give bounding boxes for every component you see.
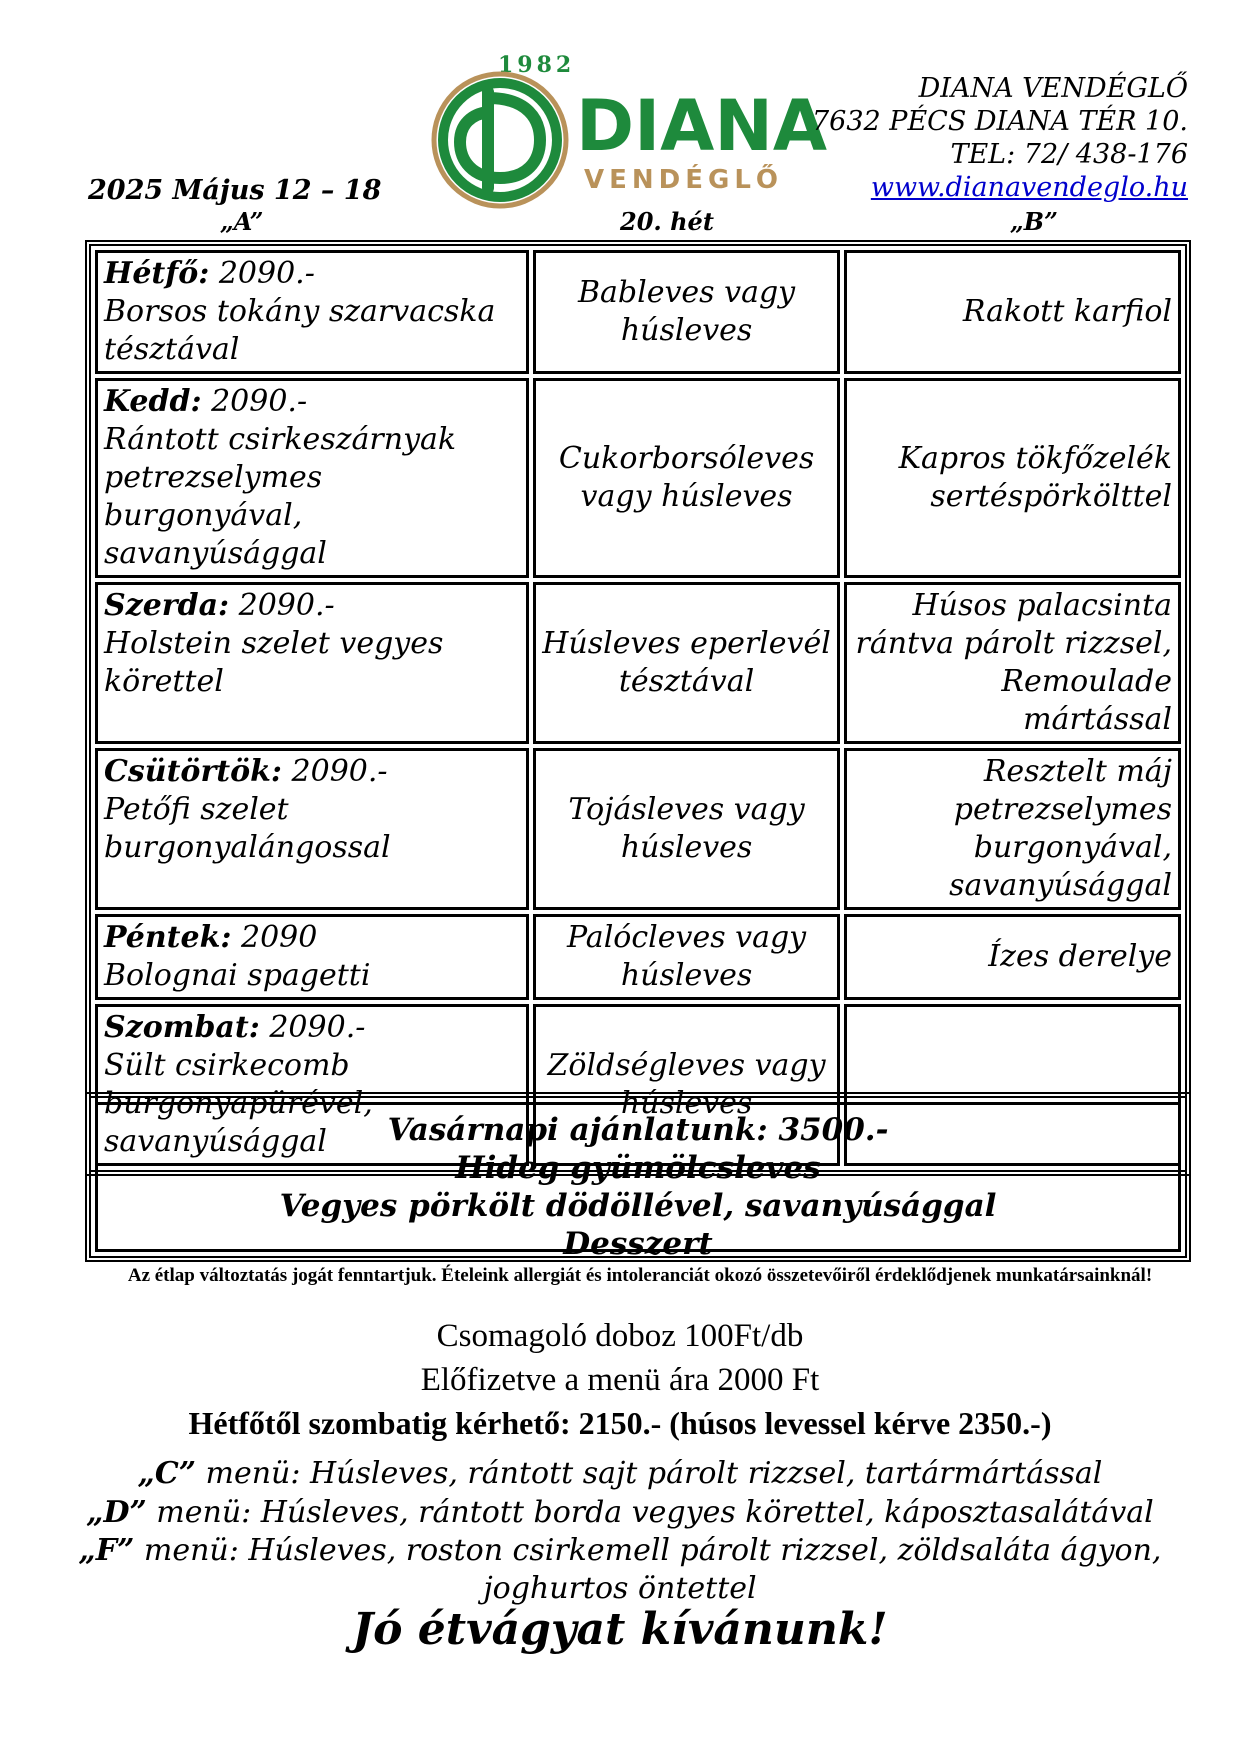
day-name: Hétfő: xyxy=(104,256,210,291)
menu-a-dish: Bolognai spagetti xyxy=(104,958,371,993)
restaurant-phone: TEL: 72/ 438-176 xyxy=(950,139,1188,170)
menu-a-cell xyxy=(95,250,529,374)
menu-description: menü: Húsleves, rántott sajt párolt rizzsel, tartármártással xyxy=(195,1456,1103,1491)
soup-cell: Bableves vagy húsleves xyxy=(533,250,840,374)
column-label-a: „A” xyxy=(220,207,264,236)
menu-b-cell: Resztelt máj petrezselymes burgonyával, savanyúsággal xyxy=(844,748,1181,910)
restaurant-street: 7632 PÉCS DIANA TÉR 10. xyxy=(812,106,1188,137)
diana-logo xyxy=(428,50,828,200)
menu-description: menü: Húsleves, rántott borda vegyes körettel, káposztasalátával xyxy=(146,1495,1154,1530)
column-label-b: „B” xyxy=(1010,207,1058,236)
logo-sub: VENDÉGLŐ xyxy=(584,165,783,195)
table-row xyxy=(95,378,1181,578)
menu-code: „F” xyxy=(78,1533,135,1568)
menu-a-cell xyxy=(95,914,529,1000)
menu-description: menü: Húsleves, roston csirkemell párolt rizzsel, zöldsaláta ágyon, joghurtos öntettel xyxy=(134,1533,1162,1606)
address-block xyxy=(812,72,1188,204)
weekly-menu-table xyxy=(85,240,1191,1176)
day-name: Szerda: xyxy=(104,588,230,623)
soup-cell: Zöldségleves vagy húsleves xyxy=(533,1004,840,1166)
logo-name: DIANA xyxy=(576,85,828,167)
menu-a-dish: Holstein szelet vegyes körettel xyxy=(104,626,444,699)
menu-period: 2025 Május 12 – 18 xyxy=(88,175,382,206)
extra-menu-f xyxy=(60,1532,1180,1608)
day-price: 2090 xyxy=(231,920,318,955)
sunday-offer-box xyxy=(85,1092,1191,1262)
menu-a-dish: Borsos tokány szarvacska tésztával xyxy=(104,294,496,367)
menu-code: „D” xyxy=(86,1495,147,1530)
soup-cell: Palócleves vagy húsleves xyxy=(533,914,840,1000)
day-name: Szombat: xyxy=(104,1010,260,1045)
subscription-price: Előfizetve a menü ára 2000 Ft xyxy=(420,1362,820,1398)
table-row xyxy=(95,250,1181,374)
day-name: Csütörtök: xyxy=(104,754,282,789)
soup-cell: Tojásleves vagy húsleves xyxy=(533,748,840,910)
logo-year: 1982 xyxy=(498,52,576,78)
table-row xyxy=(95,748,1181,910)
menu-a-dish: Rántott csirkeszárnyak petrezselymes burgonyával, savanyúsággal xyxy=(104,422,457,571)
packaging-price: Csomagoló doboz 100Ft/db xyxy=(436,1318,804,1354)
menu-a-dish: Petőfi szelet burgonyalángossal xyxy=(104,792,391,865)
day-price: 2090.- xyxy=(229,588,335,623)
table-row xyxy=(95,914,1181,1000)
extra-menu-d xyxy=(60,1494,1180,1532)
soup-cell: Cukorborsóleves vagy húsleves xyxy=(533,378,840,578)
extra-menu-c xyxy=(60,1455,1180,1493)
menu-a-cell xyxy=(95,378,529,578)
menu-a-cell xyxy=(95,582,529,744)
restaurant-name: DIANA VENDÉGLŐ xyxy=(918,73,1188,104)
day-price: 2090.- xyxy=(281,754,388,789)
sunday-dessert: Desszert xyxy=(563,1226,713,1262)
week-label: 20. hét xyxy=(620,207,714,236)
day-price: 2090.- xyxy=(259,1010,366,1045)
day-price: 2090.- xyxy=(209,256,315,291)
menu-b-cell: Húsos palacsinta rántva párolt rizzsel, Remoulade mártással xyxy=(844,582,1181,744)
allergen-disclaimer: Az étlap változtatás jogát fenntartjuk. Ételeink allergiát és intoleranciát okozó összetevőiről érdeklődjenek munkatársainknál! xyxy=(127,1265,1153,1286)
day-name: Kedd: xyxy=(104,384,202,419)
day-price: 2090.- xyxy=(201,384,308,419)
closing-greeting: Jó étvágyat kívánunk! xyxy=(352,1604,888,1655)
sunday-main: Vegyes pörkölt dödöllével, savanyúsággal xyxy=(279,1188,997,1224)
menu-b-cell: Kapros tökfőzelék sertéspörkölttel xyxy=(844,378,1181,578)
soup-cell: Húsleves eperlevél tésztával xyxy=(533,582,840,744)
table-row xyxy=(95,582,1181,744)
menu-code: „C” xyxy=(137,1456,196,1491)
menu-b-cell: Ízes derelye xyxy=(844,914,1181,1000)
sunday-soup: Hideg gyümölcsleves xyxy=(455,1150,821,1186)
weekday-offer: Hétfőtől szombatig kérhető: 2150.- (húsos levessel kérve 2350.-) xyxy=(188,1405,1052,1441)
sunday-title: Vasárnapi ajánlatunk: 3500.- xyxy=(387,1112,889,1148)
menu-a-cell xyxy=(95,748,529,910)
menu-a-dish: Sült csirkecomb burgonyapürével, savanyúsággal xyxy=(104,1048,373,1159)
website-link[interactable]: www.dianavendeglo.hu xyxy=(870,172,1188,203)
day-name: Péntek: xyxy=(104,920,232,955)
menu-b-cell: Rakott karfiol xyxy=(844,250,1181,374)
